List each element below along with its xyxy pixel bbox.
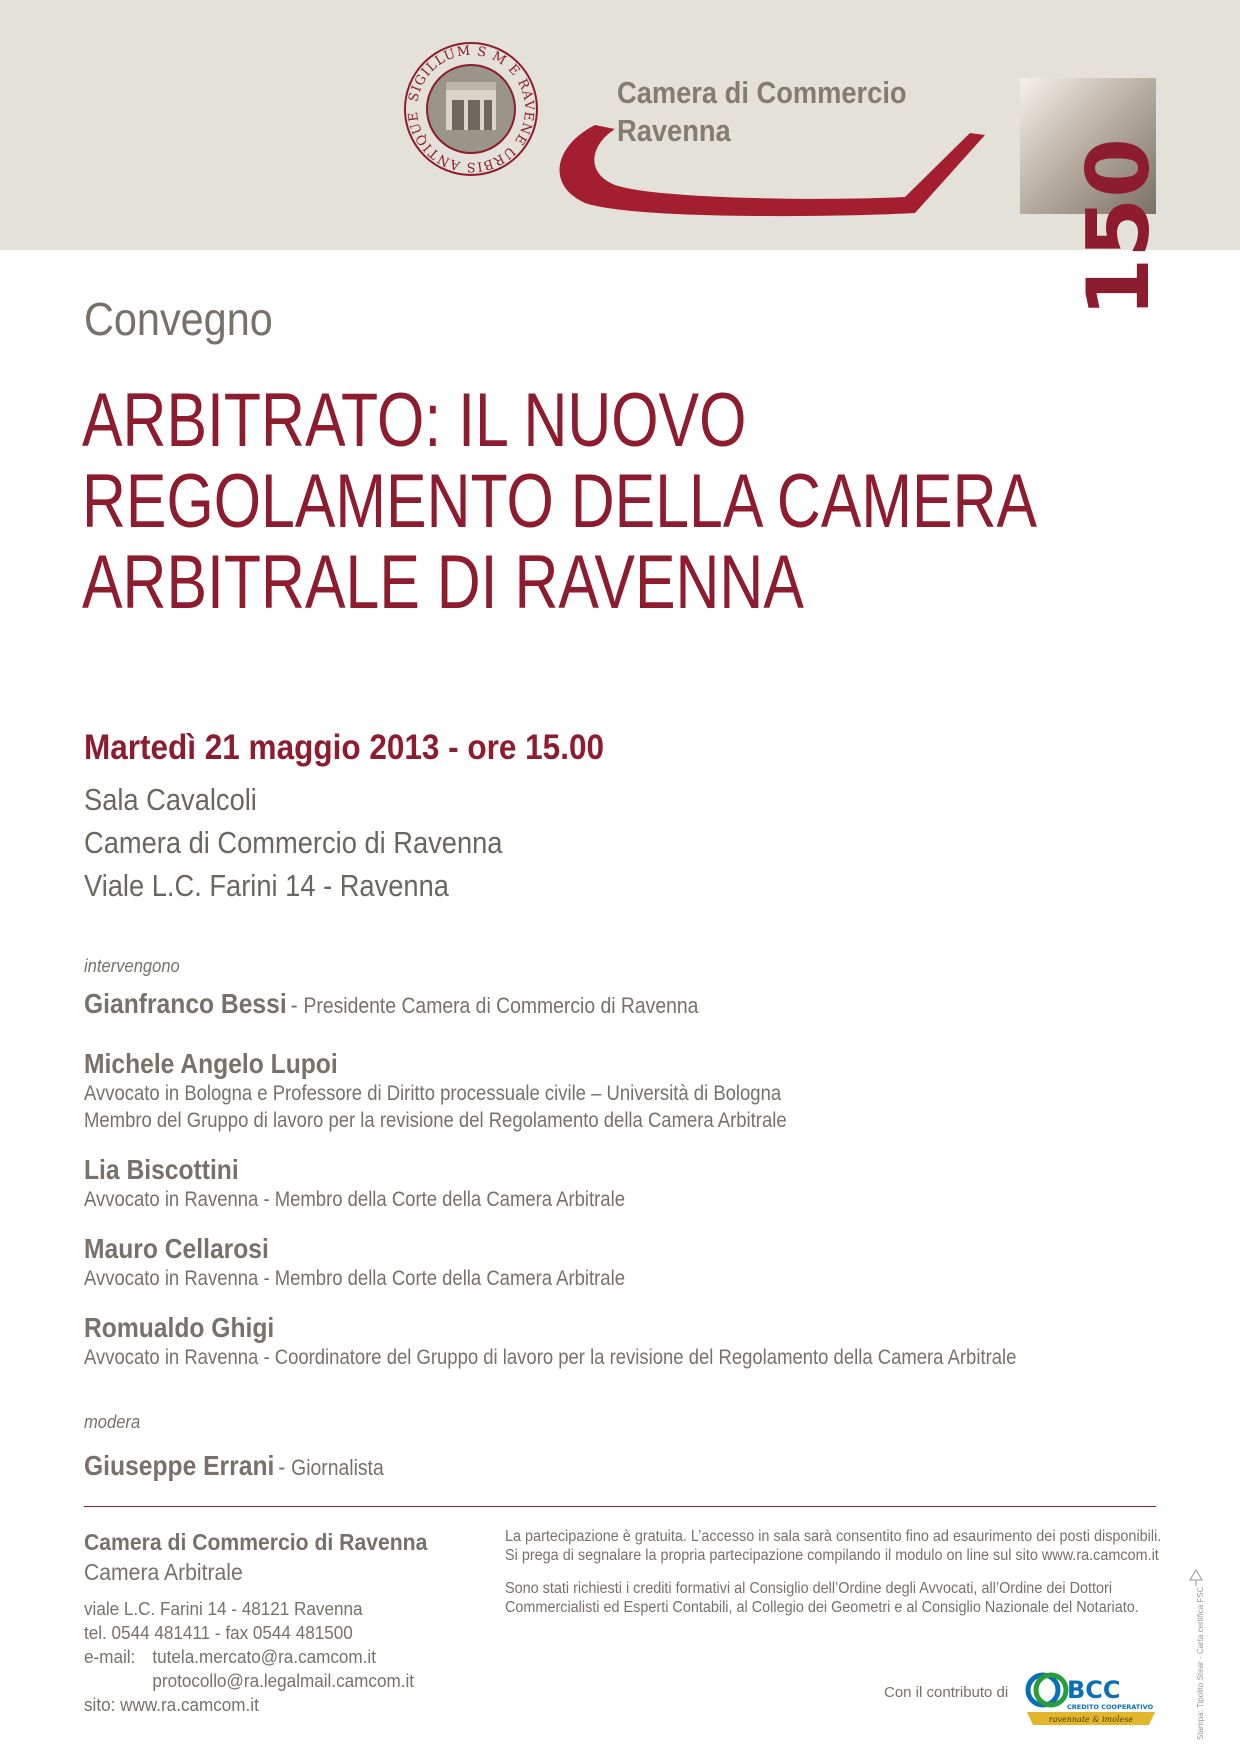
speaker-name: Michele Angelo Lupoi <box>84 1048 338 1079</box>
speaker-desc <box>84 1080 787 1134</box>
contribution-label: Con il contributo di <box>884 1684 1009 1701</box>
speaker-desc <box>84 1186 625 1213</box>
speaker-desc-line: Membro del Gruppo di lavoro per la revisione del Regolamento della Camera Arbitrale <box>84 1109 787 1132</box>
fsc-tree-icon <box>1186 1568 1206 1588</box>
speaker-item <box>84 1312 1016 1371</box>
speakers-label: intervengono <box>84 956 180 976</box>
footer-contacts <box>84 1597 414 1717</box>
footer-org-unit: Camera Arbitrale <box>84 1559 243 1585</box>
site-label: sito: <box>84 1695 116 1715</box>
venue-line-1: Sala Cavalcoli <box>84 782 257 817</box>
site-link[interactable]: www.ra.camcom.it <box>120 1695 259 1715</box>
footer-divider <box>84 1506 1156 1507</box>
title-line-2: REGOLAMENTO DELLA CAMERA <box>82 459 1038 544</box>
venue-line-3: Viale L.C. Farini 14 - Ravenna <box>84 868 449 903</box>
note-line: Sono stati richiesti i crediti formativi al Consiglio dell’Ordine degli Avvocati, all’Ordine dei Dottori <box>505 1580 1113 1597</box>
event-venue <box>84 778 502 907</box>
sponsor-name: BCC <box>1067 1676 1121 1704</box>
footer-email-row <box>84 1645 414 1669</box>
speaker-desc <box>84 1265 625 1292</box>
event-date: Martedì 21 maggio 2013 - ore 15.00 <box>84 728 604 767</box>
note-line: Commercialisti ed Esperti Contabili, al Collegio dei Geometri e al Consiglio Nazionale del Notariato. <box>505 1599 1139 1616</box>
brand-line-1: Camera di Commercio <box>617 75 907 110</box>
speaker-item <box>84 1048 787 1134</box>
speaker-role: Presidente Camera di Commercio di Ravenna <box>303 993 699 1018</box>
speaker-name: Romualdo Ghigi <box>84 1312 275 1343</box>
event-title <box>82 380 1037 623</box>
speaker-name: Lia Biscottini <box>84 1154 239 1185</box>
title-line-3: ARBITRALE DI RAVENNA <box>82 540 804 625</box>
speaker-name: Mauro Cellarosi <box>84 1233 269 1264</box>
moderator-item: Giuseppe Errani - Giornalista <box>84 1450 384 1481</box>
speaker-item: Gianfranco Bessi - Presidente Camera di Commercio di Ravenna <box>84 988 699 1019</box>
footer-notes <box>505 1527 1175 1631</box>
sponsor-sub: CREDITO COOPERATIVO <box>1067 1703 1154 1711</box>
speaker-item <box>84 1154 625 1213</box>
footer-address: viale L.C. Farini 14 - 48121 Ravenna <box>84 1599 363 1619</box>
email-link-1[interactable]: tutela.mercato@ra.camcom.it <box>152 1647 376 1667</box>
email-link-2[interactable]: protocollo@ra.legalmail.camcom.it <box>152 1671 415 1691</box>
anniversary-150-badge-icon <box>1020 78 1169 318</box>
brand-swoosh-icon <box>545 125 985 225</box>
city-seal-icon <box>402 40 540 178</box>
venue-line-2: Camera di Commercio di Ravenna <box>84 825 503 860</box>
email-label: e-mail: <box>84 1647 136 1667</box>
speaker-desc-line: Avvocato in Ravenna - Membro della Corte della Camera Arbitrale <box>84 1267 625 1290</box>
footer-organization <box>84 1527 427 1587</box>
badge-150-text: 150 <box>1069 138 1169 318</box>
note-line: Si prega di segnalare la propria partecipazione compilando il modulo on line sul sito www.ra.camcom.it <box>505 1547 1159 1564</box>
moderator-role: Giornalista <box>291 1455 384 1480</box>
speaker-item <box>84 1233 625 1292</box>
speaker-desc-line: Avvocato in Bologna e Professore di Diritto processuale civile – Università di Bologna <box>84 1082 782 1105</box>
event-kicker: Convegno <box>84 293 273 345</box>
speaker-name: Gianfranco Bessi <box>84 988 287 1019</box>
sponsor-tag: ravennate & imolese <box>1048 1715 1134 1724</box>
moderator-label: modera <box>84 1412 141 1432</box>
svg-text:SIGILLUM S M E RAVENE URBIS AN: SIGILLUM S M E RAVENE URBIS ANTIQUE <box>405 43 537 175</box>
speaker-desc-line: Avvocato in Ravenna - Coordinatore del Gruppo di lavoro per la revisione del Regolamento della Camera Arbitrale <box>84 1346 1017 1369</box>
footer-site-row <box>84 1693 414 1717</box>
moderator-name: Giuseppe Errani <box>84 1450 275 1481</box>
credits-note <box>505 1579 1175 1617</box>
footer-org-name: Camera di Commercio di Ravenna <box>84 1529 428 1555</box>
bcc-sponsor-logo-icon <box>1025 1668 1160 1728</box>
brand-line-2: Ravenna <box>617 113 731 148</box>
speaker-desc <box>84 1344 1016 1371</box>
header-band <box>0 0 1240 318</box>
speaker-desc-line: Avvocato in Ravenna - Membro della Corte della Camera Arbitrale <box>84 1188 625 1211</box>
footer-phone: tel. 0544 481411 - fax 0544 481500 <box>84 1623 353 1643</box>
title-line-1: ARBITRATO: IL NUOVO <box>82 378 747 463</box>
participation-note <box>505 1527 1175 1565</box>
printer-note: Stampa: Tipolito Stear - Carta certifica FSC <box>1196 1586 1205 1740</box>
note-line: La partecipazione è gratuita. L’accesso in sala sarà consentito fino ad esaurimento dei posti disponibili. <box>505 1528 1162 1545</box>
